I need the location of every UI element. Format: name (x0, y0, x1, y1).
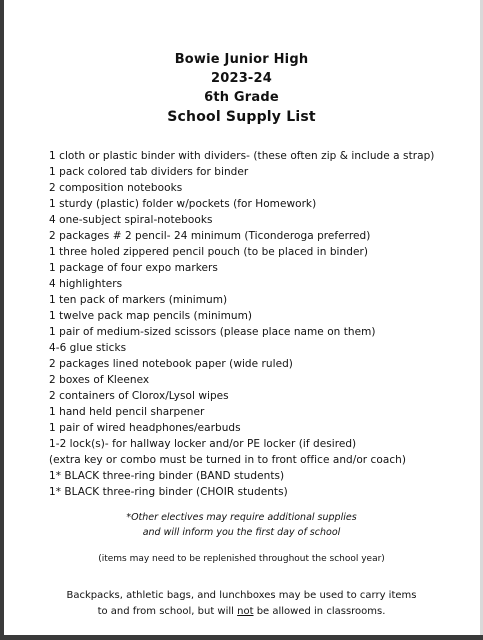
footer-emphasis-not: not (237, 606, 254, 617)
supply-item: 2 composition notebooks (49, 182, 183, 194)
document-title: School Supply List (167, 109, 316, 125)
supply-item: 1 three holed zippered pencil pouch (to be placed in binder) (49, 246, 368, 258)
electives-note-line1: *Other electives may require additional supplies (126, 512, 357, 523)
supply-item: 2 boxes of Kleenex (49, 374, 150, 386)
footer-line2-end: be allowed in classrooms. (253, 606, 386, 617)
grade-level: 6th Grade (204, 90, 279, 105)
supply-item: (extra key or combo must be turned in to front office and/or coach) (49, 454, 407, 466)
supply-item: 1 pair of wired headphones/earbuds (49, 422, 241, 434)
electives-note-line2: and will inform you the first day of school (142, 527, 341, 538)
document-header (0, 50, 483, 127)
supply-item: 1 pair of medium-sized scissors (please place name on them) (49, 326, 376, 338)
supply-item: 1-2 lock(s)- for hallway locker and/or PE locker (if desired) (49, 438, 357, 450)
supply-item: 4 one-subject spiral-notebooks (49, 214, 213, 226)
school-year: 2023-24 (210, 71, 273, 86)
supply-item: 1 twelve pack map pencils (minimum) (49, 310, 253, 322)
footer-line1: Backpacks, athletic bags, and lunchboxes may be used to carry items (66, 590, 417, 601)
supply-item: 1 sturdy (plastic) folder w/pockets (for Homework) (49, 198, 317, 210)
window-edge-bottom (0, 635, 483, 640)
supply-item: 1 package of four expo markers (49, 262, 218, 274)
supply-item: 2 containers of Clorox/Lysol wipes (49, 390, 229, 402)
supply-item: 4-6 glue sticks (49, 342, 127, 354)
replenish-note: (items may need to be replenished throughout the school year) (98, 554, 385, 564)
footer-line2 (0, 604, 483, 620)
supply-item: 1 pack colored tab dividers for binder (49, 166, 249, 178)
footer-line2-start: to and from school, but will (97, 606, 238, 617)
footer-policy (0, 588, 483, 620)
supply-item: 1* BLACK three-ring binder (BAND students) (49, 470, 285, 482)
supply-list (49, 148, 479, 500)
supply-item: 1 ten pack of markers (minimum) (49, 294, 228, 306)
notes-section (0, 510, 483, 566)
supply-item: 1 hand held pencil sharpener (49, 406, 205, 418)
school-name: Bowie Junior High (174, 52, 309, 67)
supply-item: 2 packages lined notebook paper (wide ruled) (49, 358, 293, 370)
supply-item: 2 packages # 2 pencil- 24 minimum (Ticonderoga preferred) (49, 230, 371, 242)
supply-item: 1* BLACK three-ring binder (CHOIR students) (49, 486, 288, 498)
supply-item: 4 highlighters (49, 278, 123, 290)
supply-item: 1 cloth or plastic binder with dividers- (these often zip & include a strap) (49, 150, 435, 162)
